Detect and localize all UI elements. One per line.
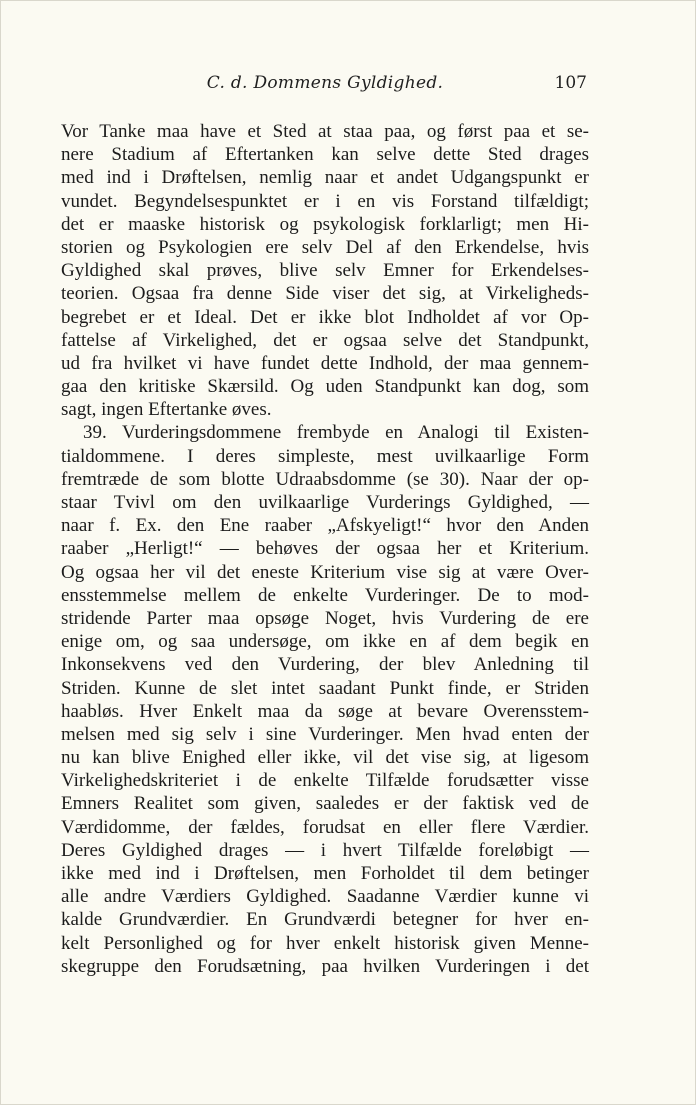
text-line: nu kan blive Enighed eller ikke, vil det vise sig, at ligesom bbox=[61, 747, 589, 769]
text-line: vundet. Begyndelsespunktet er i en vis Forstand tilfældigt; bbox=[61, 190, 589, 212]
text-line: Emners Realitet som given, saaledes er der faktisk ved de bbox=[61, 793, 589, 815]
text-line: kelt Personlighed og for hver enkelt historisk given Menne- bbox=[61, 932, 589, 954]
text-line: med ind i Drøftelsen, nemlig naar et andet Udgangspunkt er bbox=[61, 167, 589, 189]
running-title: C. d. Dommens Gyldighed. bbox=[206, 73, 444, 93]
page-number: 107 bbox=[554, 73, 587, 93]
text-line: melsen med sig selv i sine Vurderinger. Men hvad enten der bbox=[61, 723, 589, 745]
text-line: haabløs. Hver Enkelt maa da søge at bevare Overensstem- bbox=[61, 700, 589, 722]
text-line: Inkonsekvens ved den Vurdering, der blev Anledning til bbox=[61, 654, 589, 676]
body-text bbox=[61, 120, 589, 978]
text-line: Virkelighedskriteriet i de enkelte Tilfælde forudsætter visse bbox=[61, 770, 589, 792]
text-line: fremtræde de som blotte Udraabsdomme (se 30). Naar der op- bbox=[61, 468, 589, 490]
text-line: det er maaske historisk og psykologisk forklarligt; men Hi- bbox=[61, 213, 589, 235]
text-line: Værdidomme, der fældes, forudsat en eller flere Værdier. bbox=[61, 816, 589, 838]
text-line: fattelse af Virkelighed, det er ogsaa selve det Standpunkt, bbox=[61, 329, 589, 351]
text-line: skegruppe den Forudsætning, paa hvilken Vurderingen i det bbox=[61, 955, 589, 977]
running-head bbox=[61, 71, 589, 99]
text-line: teorien. Ogsaa fra denne Side viser det sig, at Virkeligheds- bbox=[61, 283, 589, 305]
text-line: enige om, og saa undersøge, om ikke en af dem begik en bbox=[61, 631, 589, 653]
text-line: Og ogsaa her vil det eneste Kriterium vise sig at være Over- bbox=[61, 561, 589, 583]
text-line: kalde Grundværdier. En Grundværdi betegner for hver en- bbox=[61, 909, 589, 931]
text-line: tialdommene. I deres simpleste, mest uvilkaarlige Form bbox=[61, 445, 589, 467]
text-line: naar f. Ex. den Ene raaber „Afskyeligt!“ hvor den Anden bbox=[61, 515, 589, 537]
text-line: Deres Gyldighed drages — i hvert Tilfælde foreløbigt — bbox=[61, 839, 589, 861]
text-line: ud fra hvilket vi have fundet dette Indhold, der maa gennem- bbox=[61, 352, 589, 374]
text-line: sagt, ingen Eftertanke øves. bbox=[61, 399, 272, 421]
text-line: Striden. Kunne de slet intet saadant Punkt finde, er Striden bbox=[61, 677, 589, 699]
text-line: ikke med ind i Drøftelsen, men Forholdet til dem betinger bbox=[61, 863, 589, 884]
text-line: stridende Parter maa opsøge Noget, hvis Vurdering de ere bbox=[61, 607, 589, 629]
text-line: staar Tvivl om den uvilkaarlige Vurderings Gyldighed, — bbox=[61, 492, 589, 513]
text-line: Gyldighed skal prøves, blive selv Emner for Erkendelses- bbox=[61, 260, 589, 282]
text-line: ensstemmelse mellem de enkelte Vurderinger. De to mod- bbox=[61, 584, 589, 606]
text-line: 39. Vurderingsdommene frembyde en Analogi til Existen- bbox=[83, 422, 589, 444]
text-line: storien og Psykologien ere selv Del af den Erkendelse, hvis bbox=[61, 236, 589, 258]
text-line: alle andre Værdiers Gyldighed. Saadanne Værdier kunne vi bbox=[61, 886, 589, 908]
text-line: begrebet er et Ideal. Det er ikke blot Indholdet af vor Op- bbox=[61, 306, 589, 328]
text-line: gaa den kritiske Skærsild. Og uden Standpunkt kan dog, som bbox=[61, 376, 589, 398]
text-line: nere Stadium af Eftertanken kan selve dette Sted drages bbox=[61, 144, 589, 166]
text-line: raaber „Herligt!“ — behøves der ogsaa her et Kriterium. bbox=[61, 538, 589, 560]
text-line: Vor Tanke maa have et Sted at staa paa, og først paa et se- bbox=[61, 121, 589, 142]
